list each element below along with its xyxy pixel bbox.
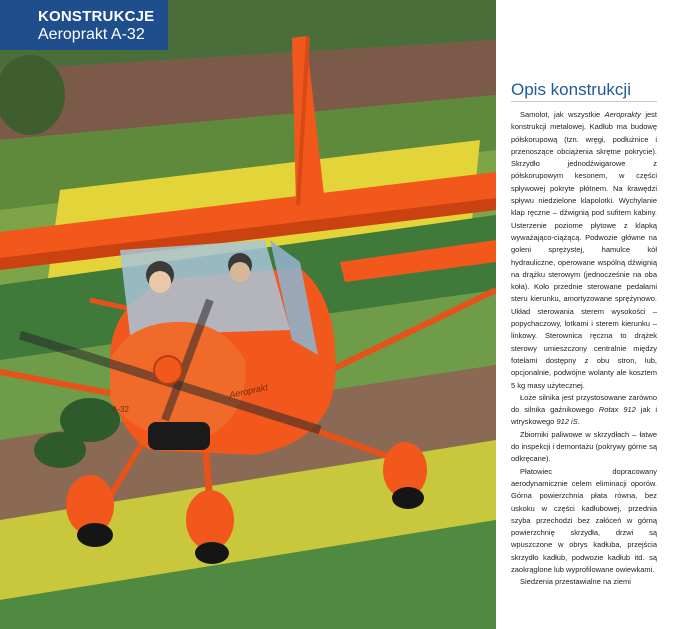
paragraph-2: Łoże silnika jest przystosowane zarówno do silnika gaźnikowego Rotax 912 jak i wtryskowego 912 iS.	[511, 392, 657, 427]
fuselage-marking: Aeroprakt	[228, 382, 269, 400]
title-divider	[511, 101, 657, 102]
paragraph-1: Samolot, jak wszystkie Aeroprakty jest konstrukcji metalowej. Kadłub ma budowę półskorupową (tzn. wręgi, podłużnice i przenoszące obciążenia skrętne pokrycie). Skrzydło jednodźwigarowe z półskorupowym kesonem, w części spływowej pokryte płótnem. Na krawędzi spływu niedzielone klapolotki. Wychylanie klap ręczne – dźwignią pod sufitem kabiny. Usterzenie poziome płytowe z klapką wyważająco-ciążącą. Podwozie główne na goleni sprężystej, hamulce kół hydrauliczne, operowane wspólną dźwignią na drążku sterowym (jednocześnie na oba koła). Koło przednie sterowane pedałami steru kierunku, amortyzowane sprężynowo. Układ sterowania sterem wysokości – popychaczowy, lotkami i sterem kierunku – linkowy. Sterownica ręczna to drążek sterowy umieszczony centralnie między fotelami dostępny z obu stron, lub, opcjonalnie, podwójne wolanty ale kosztem 5 kg masy użytecznej.	[511, 110, 657, 390]
article-body	[511, 109, 657, 629]
paragraph-5: Siedzenia przestawialne na ziemi	[520, 577, 631, 587]
section-title: Opis konstrukcji	[511, 80, 631, 99]
paragraph-3: Zbiorniki paliwowe w skrzydłach – łatwe do inspekcji i demontażu (pokrywy górne są odkręcane).	[511, 429, 657, 464]
paragraph-4: Płatowiec dopracowany aerodynamicznie celem eliminacji oporów. Górna powierzchnia płata równa, bez uskoku w części kadłubowej, przednia szyba przechodzi bez załóceń w górną powierzchnię skrzydła, drzwi są wpuszczone w obrys kadłuba, przejścia skrzydło kadłub, podwozie kadłub itd. są zaokrąglone lub wyprofilowane owiewkami.	[511, 466, 657, 574]
aircraft-label: A-32	[112, 405, 129, 414]
section-kicker: KONSTRUKCJE	[38, 8, 155, 25]
article-subtitle: Aeroprakt A-32	[38, 26, 145, 43]
section-header	[0, 0, 168, 50]
